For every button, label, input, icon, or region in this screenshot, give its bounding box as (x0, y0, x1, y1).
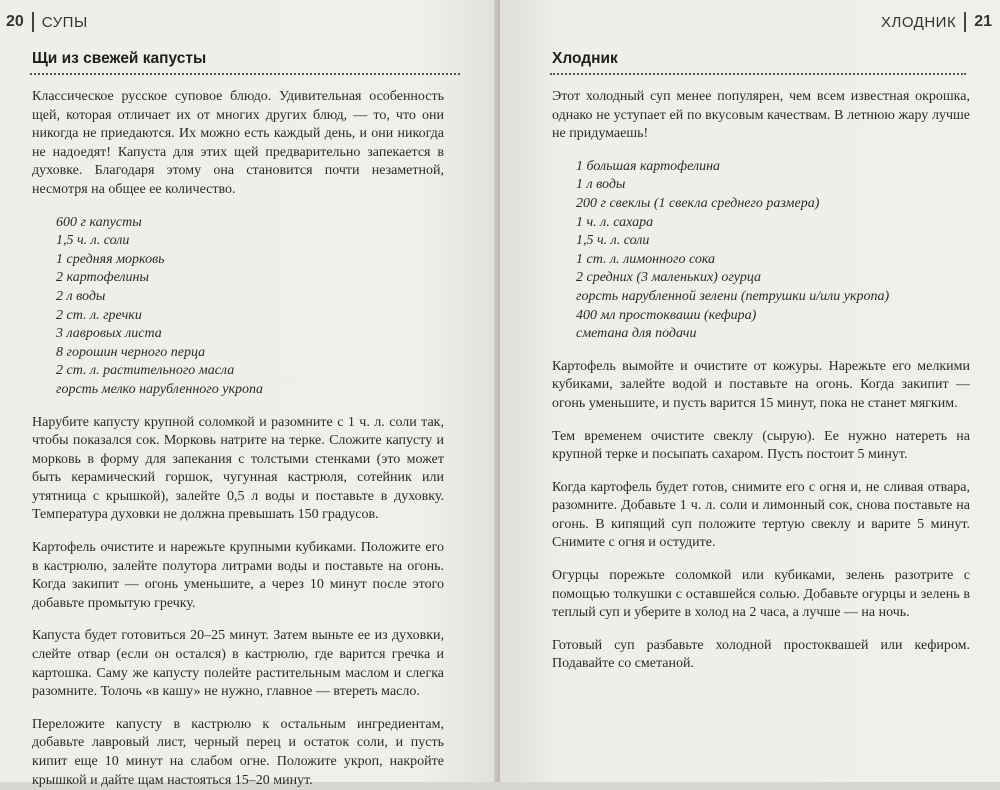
right-running-head (881, 12, 992, 32)
ingredient-item: горсть нарубленной зелени (петрушки и/или укропа) (576, 288, 890, 304)
ingredient-item: 200 г свеклы (1 свекла среднего размера) (576, 195, 820, 211)
left-page (0, 0, 497, 788)
step-paragraph: Нарубите капусту крупной соломкой и разомните с 1 ч. л. соли так, чтобы показался сок. Морковь натрите на терке. Сложите капусту и морковь в форму для запекания с толстыми стенками (это может быть керамический горшок, чугунная кастрюля, сотейник или утятница с крышкой), залейте 0,5 л воды и поставьте в духовку. Температура духовки не должна превышать 150 градусов. (32, 414, 444, 523)
ingredient-item: 2 ст. л. гречки (56, 307, 142, 323)
left-recipe-title: Щи из свежей капусты (32, 50, 207, 67)
ingredient-item: 1 л воды (576, 177, 626, 193)
ingredient-item: 2 картофелины (56, 270, 149, 286)
header-divider (32, 12, 34, 32)
ingredient-item: 2 средних (3 маленьких) огурца (576, 270, 761, 286)
step-paragraph: Переложите капусту в кастрюлю к остальным ингредиентам, добавьте лавровый лист, черный перец и остаток соли, и пусть кипит еще 10 минут на слабом огне. Положите укроп, накройте крышкой и дайте щам настояться 15–20 минут. (32, 716, 444, 788)
right-ingredient-list (552, 158, 970, 344)
step-paragraph: Огурцы порежьте соломкой или кубиками, зелень разотрите с помощью толкушки с оставшейся солью. Добавьте огурцы и зелень в теплый суп и уберите в холод на 2 часа, а лучше — на ночь. (552, 568, 970, 621)
title-rule (30, 73, 460, 75)
step-paragraph: Когда картофель будет готов, снимите его с огня и, не сливая отвара, разомните. Добавьте 1 ч. л. соли и лимонный сок, снова поставьте на огонь. В кипящий суп положите тертую свеклу и варите 5 минут. Снимите с огня и остудите. (552, 479, 970, 551)
right-recipe-body (552, 88, 970, 674)
ingredient-item: 2 ст. л. растительного масла (56, 363, 235, 379)
ingredient-item: 1 средняя морковь (56, 251, 165, 267)
step-paragraph: Картофель очистите и нарежьте крупными кубиками. Положите его в кастрюлю, залейте полутора литрами воды и поставьте на огонь. Когда закипит — огонь уменьшите, а через 10 минут после этого добавьте промытую гречку. (32, 540, 444, 611)
left-running-head (6, 12, 88, 32)
step-paragraph: Тем временем очистите свеклу (сырую). Ее нужно натереть на крупной терке и посыпать сахаром. Пусть постоит 5 минут. (552, 428, 970, 463)
ingredient-item: 400 мл простокваши (кефира) (576, 307, 757, 323)
ingredient-item: 8 горошин черного перца (56, 344, 206, 360)
ingredient-item: 1 ч. л. сахара (576, 214, 654, 230)
right-page-number: 21 (974, 13, 992, 30)
header-divider (964, 12, 966, 32)
ingredient-item: 3 лавровых листа (56, 326, 162, 342)
ingredient-item: 1 большая картофелина (576, 158, 721, 174)
left-ingredient-list (32, 214, 444, 400)
ingredient-item: 600 г капусты (56, 214, 142, 230)
right-recipe-title: Хлодник (552, 50, 618, 67)
ingredient-item: 2 л воды (56, 288, 106, 304)
left-recipe-body (32, 88, 444, 790)
ingredient-item: 1 ст. л. лимонного сока (576, 251, 716, 267)
step-paragraph: Картофель вымойте и очистите от кожуры. Нарежьте его мелкими кубиками, залейте водой и поставьте на огонь. Когда закипит — огонь уменьшите, и пусть варится 15 минут, пока не станет мягким. (552, 358, 970, 411)
step-paragraph: Капуста будет готовиться 20–25 минут. Затем выньте ее из духовки, слейте отвар (если он остался) в кастрюлю, где варится гречка и картошка. Саму же капусту полейте растительным маслом и слегка разомните. Толочь «в кашу» не нужно, главное — втереть масло. (32, 628, 444, 700)
right-intro: Этот холодный суп менее популярен, чем всем известная окрошка, однако не уступает ей по вкусовым качествам. В летнюю жару лучше не придумаешь! (552, 89, 970, 142)
left-intro: Классическое русское суповое блюдо. Удивительная особенность щей, которая отличает их от многих других блюд, — то, что они никогда не приедаются. Их можно есть каждый день, и они никогда не надоедят! Капуста для этих щей предварительно запекается в духовке. Благодаря этому она становится почти незаметной, несмотря на общее ее количество. (32, 89, 444, 197)
right-section-title: ХЛОДНИК (881, 13, 957, 31)
ingredient-item: сметана для подачи (576, 326, 697, 342)
step-paragraph: Готовый суп разбавьте холодной простоквашей или кефиром. Подавайте со сметаной. (552, 637, 970, 672)
title-rule (550, 73, 966, 75)
right-page (500, 0, 1000, 782)
left-section-title: СУПЫ (41, 13, 88, 31)
ingredient-item: 1,5 ч. л. соли (56, 233, 130, 249)
left-page-number: 20 (6, 13, 24, 30)
ingredient-item: 1,5 ч. л. соли (576, 233, 650, 249)
ingredient-item: горсть мелко нарубленного укропа (56, 381, 264, 397)
